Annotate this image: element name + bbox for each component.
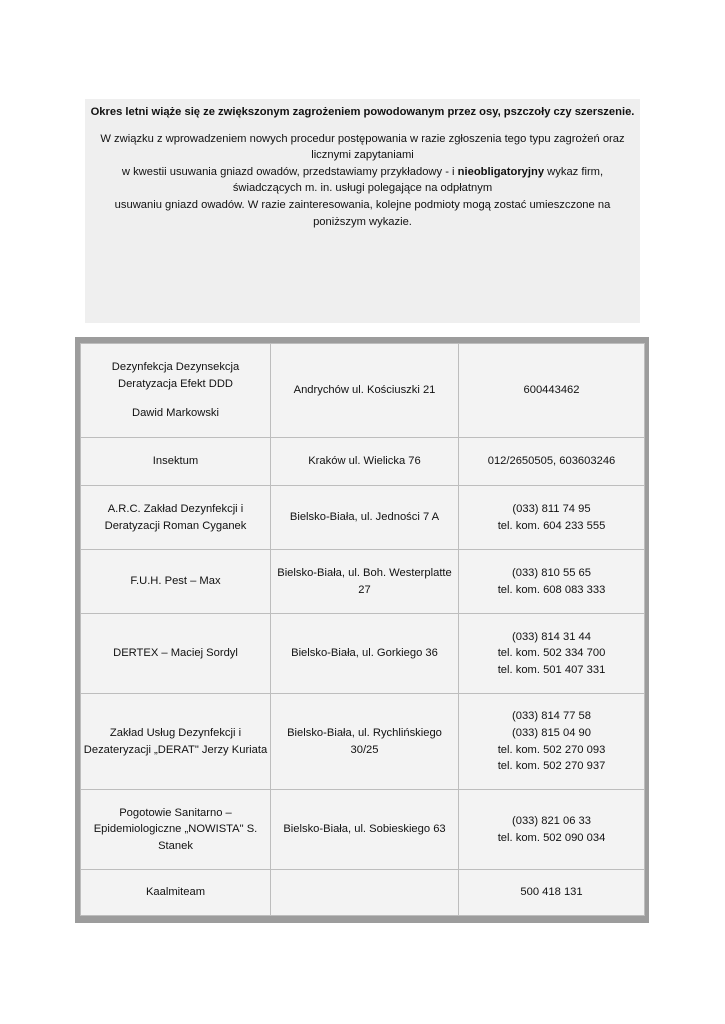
firm-address-cell: [271, 694, 459, 790]
firm-name-cell: [81, 614, 271, 694]
firm-phone-line: (033) 814 31 44: [512, 630, 591, 643]
firm-phone-cell: [459, 790, 645, 870]
firm-name-cell: [81, 870, 271, 916]
notice-bold-word: nieobligatoryjny: [457, 165, 545, 178]
firm-phone-cell: [459, 486, 645, 550]
notice-paragraph-3: usuwaniu gniazd owadów. W razie zainteresowania, kolejne podmioty mogą zostać umieszczone na poniższym wykazie.: [114, 198, 611, 228]
firm-phone-line: tel. kom. 502 090 034: [497, 831, 606, 844]
firm-address-line: Bielsko-Biała, ul. Gorkiego 36: [291, 647, 438, 660]
firm-phone-line: 600443462: [523, 384, 580, 397]
firm-name-line: Dawid Markowski: [131, 407, 220, 420]
table-row: [81, 790, 645, 870]
firm-phone-line: tel. kom. 502 270 093: [497, 743, 606, 756]
firm-name-line: Pogotowie Sanitarno – Epidemiologiczne „NOWISTA" S. Stanek: [93, 806, 258, 852]
firm-address-cell: [271, 870, 459, 916]
firm-phone-line: 012/2650505, 603603246: [487, 455, 616, 468]
notice-paragraph-2: [89, 164, 636, 197]
notice-box: [85, 99, 640, 323]
firm-phone-line: tel. kom. 501 407 331: [497, 663, 606, 676]
firm-phone-line: tel. kom. 502 270 937: [497, 760, 606, 773]
firm-address-cell: [271, 790, 459, 870]
firm-phone-line: (033) 811 74 95: [512, 502, 591, 515]
line-gap: [83, 392, 268, 405]
firm-phone-line: (033) 815 04 90: [512, 726, 591, 739]
firm-phone-cell: [459, 694, 645, 790]
firm-phone-line: tel. kom. 502 334 700: [497, 647, 606, 660]
firm-name-line: Kaalmiteam: [145, 886, 206, 899]
firm-phone-cell: [459, 344, 645, 438]
firm-name-line: Zakład Usług Dezynfekcji i Dezateryzacji „DERAT" Jerzy Kuriata: [83, 726, 268, 756]
table-row: [81, 438, 645, 486]
firm-name-line: DERTEX – Maciej Sordyl: [113, 647, 238, 660]
table-row: [81, 694, 645, 790]
firm-phone-line: (033) 814 77 58: [512, 710, 591, 723]
firm-address-cell: [271, 344, 459, 438]
firm-phone-line: tel. kom. 604 233 555: [497, 519, 606, 532]
firm-address-cell: [271, 438, 459, 486]
table-row: [81, 550, 645, 614]
firm-name-cell: [81, 486, 271, 550]
firm-address-line: Bielsko-Biała, ul. Boh. Westerplatte 27: [277, 566, 452, 596]
firm-address-line: Bielsko-Biała, ul. Rychlińskiego 30/25: [287, 726, 442, 756]
firm-name-cell: [81, 694, 271, 790]
firms-table: [80, 343, 645, 916]
firm-name-line: A.R.C. Zakład Dezynfekcji i Deratyzacji Roman Cyganek: [104, 502, 247, 532]
firm-phone-line: tel. kom. 608 083 333: [497, 583, 606, 596]
firm-address-cell: [271, 614, 459, 694]
firm-name-cell: [81, 344, 271, 438]
notice-text-after-bold: wykaz firm, świadczących m. in. usługi polegające na odpłatnym: [232, 165, 604, 195]
table-row: [81, 344, 645, 438]
firm-phone-cell: [459, 550, 645, 614]
firm-name-line: Insektum: [152, 455, 199, 468]
table-row: [81, 614, 645, 694]
firm-name-line: F.U.H. Pest – Max: [130, 575, 221, 588]
notice-paragraph-1: W związku z wprowadzeniem nowych procedur postępowania w razie zgłoszenia tego typu zagrożeń oraz licznymi zapytaniami: [100, 132, 625, 162]
firm-phone-cell: [459, 438, 645, 486]
firm-name-line: Dezynfekcja Dezynsekcja Deratyzacja Efekt DDD: [111, 361, 240, 390]
notice-text-before-bold: w kwestii usuwania gniazd owadów, przedstawiamy przykładowy - i: [121, 165, 458, 178]
firm-phone-cell: [459, 614, 645, 694]
firm-phone-line: (033) 810 55 65: [512, 566, 591, 579]
firm-address-line: Bielsko-Biała, ul. Sobieskiego 63: [283, 823, 446, 836]
firm-phone-line: 500 418 131: [520, 886, 583, 899]
firm-phone-line: (033) 821 06 33: [512, 814, 591, 827]
firm-address-cell: [271, 550, 459, 614]
firms-table-frame: [75, 337, 649, 923]
firm-name-cell: [81, 438, 271, 486]
notice-headline: Okres letni wiąże się ze zwiększonym zagrożeniem powodowanym przez osy, pszczoły czy szerszenie.: [90, 106, 635, 118]
firm-name-cell: [81, 790, 271, 870]
firm-address-cell: [271, 486, 459, 550]
table-row: [81, 870, 645, 916]
firm-phone-cell: [459, 870, 645, 916]
firm-address-line: Kraków ul. Wielicka 76: [308, 455, 421, 468]
firm-name-cell: [81, 550, 271, 614]
firm-address-line: Andrychów ul. Kościuszki 21: [293, 384, 436, 397]
table-row: [81, 486, 645, 550]
firm-address-line: Bielsko-Biała, ul. Jedności 7 A: [289, 511, 440, 524]
